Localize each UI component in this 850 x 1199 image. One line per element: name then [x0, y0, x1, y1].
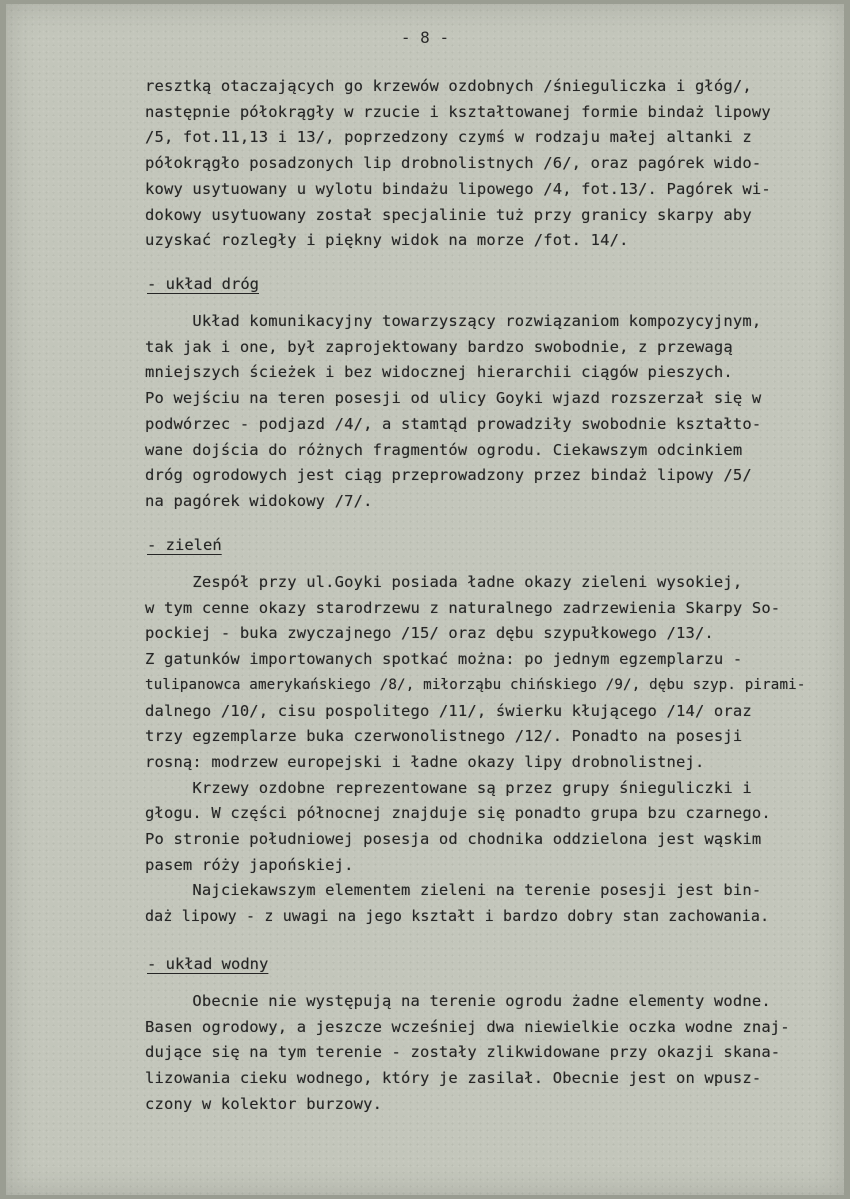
text-line: Obecnie nie występują na terenie ogrodu żadne elementy wodne.	[145, 992, 771, 1010]
text-line: tak jak i one, był zaprojektowany bardzo swobodnie, z przewagą	[145, 337, 733, 356]
text-line: dróg ogrodowych jest ciąg przeprowadzony przez bindaż lipowy /5/	[145, 466, 752, 485]
page-number: - 8 -	[400, 28, 450, 47]
roads-paragraph	[145, 309, 830, 515]
text-line: kowy usytuowany u wylotu bindażu lipowego /4, fot.13/. Pagórek wi-	[145, 179, 771, 198]
text-line: Po wejściu na teren posesji od ulicy Goyki wjazd rozszerzał się w	[145, 389, 762, 408]
text-line: /5, fot.11,13 i 13/, poprzedzony czymś w rodzaju małej altanki z	[145, 128, 752, 147]
section-heading-water: - układ wodny	[147, 955, 269, 973]
text-line: dujące się na tym terenie - zostały zlikwidowane przy okazji skana-	[145, 1043, 781, 1062]
text-line: lizowania cieku wodnego, który je zasilał. Obecnie jest on wpusz-	[145, 1069, 762, 1088]
section-heading-roads: - układ dróg	[147, 275, 259, 293]
text-line: dokowy usytuowany został specjalinie tuż przy granicy skarpy aby	[145, 205, 752, 224]
text-line: pasem róży japońskiej.	[145, 855, 354, 874]
text-line: tulipanowca amerykańskiego /8/, miłorząbu chińskiego /9/, dębu szyp. pirami-	[145, 676, 806, 693]
section-heading-greenery: - zieleń	[147, 536, 222, 554]
text-line: w tym cenne okazy starodrzewu z naturalnego zadrzewienia Skarpy So-	[145, 598, 781, 617]
text-line: Krzewy ozdobne reprezentowane są przez grupy śnieguliczki i	[145, 778, 752, 797]
text-line: rosną: modrzew europejski i ładne okazy lipy drobnolistnej.	[145, 752, 705, 771]
text-line: na pagórek widokowy /7/.	[145, 491, 373, 510]
text-line: głogu. W części północnej znajduje się ponadto grupa bzu czarnego.	[145, 804, 771, 823]
text-line: daż lipowy - z uwagi na jego kształt i bardzo dobry stan zachowania.	[145, 907, 770, 926]
text-line: półokrągło posadzonych lip drobnolistnych /6/, oraz pagórek wido-	[145, 154, 762, 173]
text-line: Najciekawszym elementem zieleni na terenie posesji jest bin-	[145, 881, 762, 900]
text-line: Układ komunikacyjny towarzyszący rozwiązaniom kompozycyjnym,	[145, 312, 762, 330]
text-line: resztką otaczających go krzewów ozdobnych /śnieguliczka i głóg/,	[145, 77, 752, 95]
text-line: uzyskać rozległy i piękny widok na morze /fot. 14/.	[145, 231, 629, 250]
text-line: czony w kolektor burzowy.	[145, 1094, 383, 1113]
text-line: Zespół przy ul.Goyki posiada ładne okazy zieleni wysokiej,	[145, 573, 743, 591]
text-line: następnie półokrągły w rzucie i kształtowanej formie bindaż lipowy	[145, 102, 771, 121]
text-line: Basen ogrodowy, a jeszcze wcześniej dwa niewielkie oczka wodne znaj-	[145, 1017, 790, 1036]
text-line: Z gatunków importowanych spotkać można: po jednym egzemplarzu -	[145, 650, 743, 669]
water-paragraph	[145, 989, 830, 1118]
text-line: dalnego /10/, cisu pospolitego /11/, świerku kłującego /14/ oraz	[145, 701, 752, 720]
text-line: wane dojścia do różnych fragmentów ogrodu. Ciekawszym odcinkiem	[145, 440, 743, 459]
greenery-paragraph	[145, 570, 830, 930]
typewritten-page	[6, 4, 844, 1195]
intro-paragraph	[145, 74, 830, 254]
text-line: Po stronie południowej posesja od chodnika oddzielona jest wąskim	[145, 830, 762, 849]
text-line: trzy egzemplarze buka czerwonolistnego /12/. Ponadto na posesji	[145, 727, 743, 746]
text-line: podwórzec - podjazd /4/, a stamtąd prowadziły swobodnie kształto-	[145, 414, 762, 433]
text-line: mniejszych ścieżek i bez widocznej hierarchii ciągów pieszych.	[145, 363, 733, 382]
text-line: pockiej - buka zwyczajnego /15/ oraz dębu szypułkowego /13/.	[145, 624, 714, 643]
